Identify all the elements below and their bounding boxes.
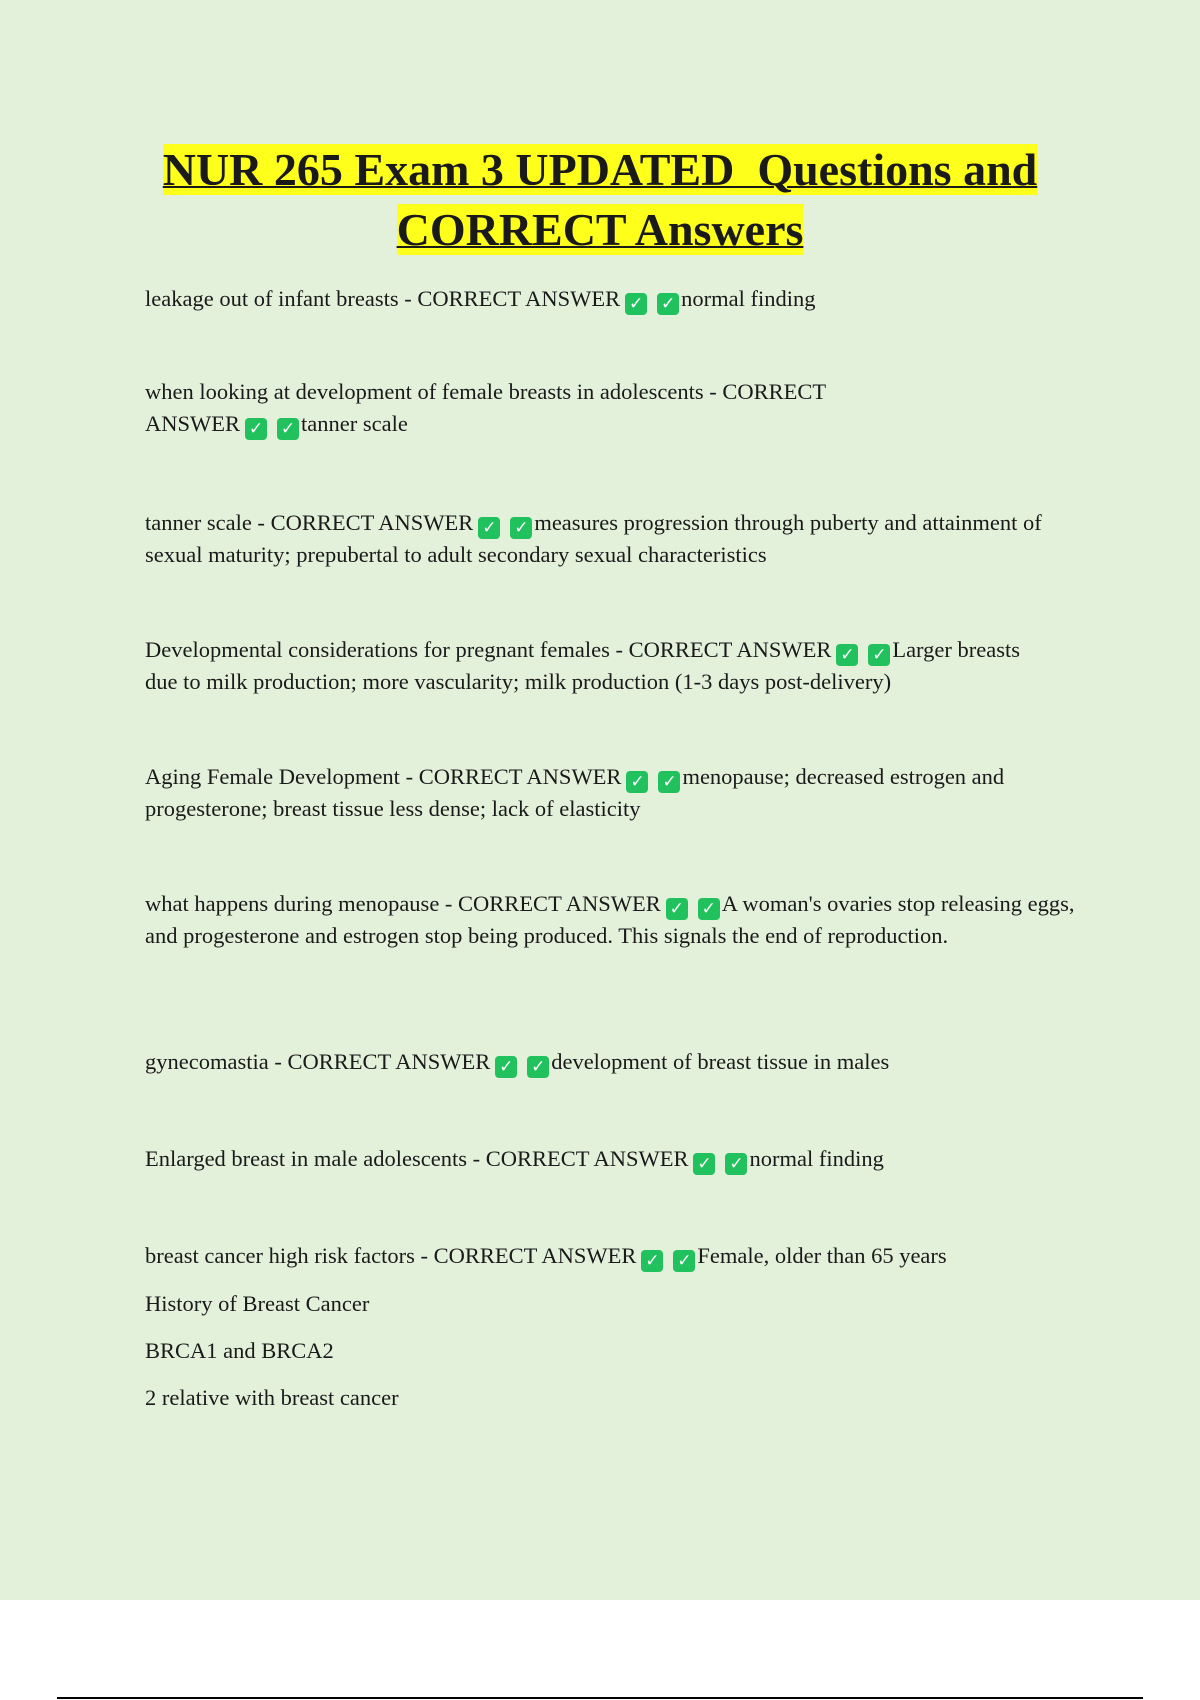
answer-text: Larger breasts due to milk production; more vascularity; milk production (1-3 days post-delivery)	[145, 637, 1020, 694]
qa-item	[145, 634, 1045, 698]
qa-item	[145, 761, 1090, 825]
check-mark-icon: ✓	[641, 1250, 663, 1272]
risk-factor-line: 2 relative with breast cancer	[145, 1385, 399, 1410]
answer-text: tanner scale	[301, 411, 408, 436]
footer-divider	[57, 1697, 1143, 1699]
answer-marker: CORRECT ANSWER	[458, 891, 661, 916]
question-text: leakage out of infant breasts -	[145, 286, 418, 311]
question-text: breast cancer high risk factors -	[145, 1243, 434, 1268]
risk-factor-line: BRCA1 and BRCA2	[145, 1338, 334, 1363]
answer-text: normal finding	[749, 1146, 884, 1171]
qa-item	[145, 376, 885, 440]
check-mark-icon: ✓	[625, 293, 647, 315]
check-mark-icon: ✓	[478, 517, 500, 539]
qa-item	[145, 1143, 1090, 1175]
answer-marker: CORRECT ANSWER	[287, 1049, 491, 1074]
check-mark-icon: ✓	[693, 1153, 715, 1175]
answer-text: A woman's ovaries stop releasing eggs, and progesterone and estrogen stop being produced. This signals the end of reproduction.	[145, 891, 1075, 948]
title-line-2: CORRECT Answers	[396, 204, 804, 255]
question-text: Aging Female Development -	[145, 764, 419, 789]
check-mark-icon: ✓	[510, 517, 532, 539]
check-mark-icon: ✓	[673, 1250, 695, 1272]
check-mark-icon: ✓	[698, 898, 720, 920]
qa-item	[145, 1240, 1090, 1272]
question-text: tanner scale -	[145, 510, 271, 535]
answer-marker: CORRECT ANSWER	[417, 286, 621, 311]
question-text: when looking at development of female breasts in adolescents -	[145, 379, 723, 404]
answer-text: menopause; decreased estrogen and progesterone; breast tissue less dense; lack of elasticity	[145, 764, 1005, 821]
question-text: what happens during menopause -	[145, 891, 459, 916]
answer-marker: CORRECT ANSWER	[628, 637, 832, 662]
answer-text: normal finding	[681, 286, 816, 311]
qa-item	[145, 1046, 1090, 1078]
risk-factor-line: History of Breast Cancer	[145, 1291, 370, 1316]
answer-text: measures progression through puberty and attainment of sexual maturity; prepubertal to adult secondary sexual characteristics	[145, 510, 1042, 567]
document-title	[0, 140, 1200, 260]
answer-text: development of breast tissue in males	[551, 1049, 890, 1074]
qa-item	[145, 507, 1090, 571]
title-line-1: NUR 265 Exam 3 UPDATED Questions and	[162, 144, 1038, 195]
question-text: Enlarged breast in male adolescents -	[145, 1146, 486, 1171]
check-mark-icon: ✓	[657, 293, 679, 315]
answer-marker: CORRECT ANSWER	[145, 379, 826, 436]
check-mark-icon: ✓	[868, 644, 890, 666]
answer-text: Female, older than 65 years	[697, 1243, 947, 1268]
answer-marker: CORRECT ANSWER	[433, 1243, 637, 1268]
check-mark-icon: ✓	[626, 771, 648, 793]
check-mark-icon: ✓	[725, 1153, 747, 1175]
check-mark-icon: ✓	[495, 1056, 517, 1078]
qa-item	[145, 283, 1090, 315]
check-mark-icon: ✓	[658, 771, 680, 793]
check-mark-icon: ✓	[666, 898, 688, 920]
answer-marker: CORRECT ANSWER	[418, 764, 622, 789]
question-text: Developmental considerations for pregnant females -	[145, 637, 629, 662]
check-mark-icon: ✓	[527, 1056, 549, 1078]
check-mark-icon: ✓	[836, 644, 858, 666]
check-mark-icon: ✓	[245, 418, 267, 440]
check-mark-icon: ✓	[277, 418, 299, 440]
question-text: gynecomastia -	[145, 1049, 288, 1074]
answer-marker: CORRECT ANSWER	[270, 510, 474, 535]
answer-marker: CORRECT ANSWER	[485, 1146, 689, 1171]
qa-item	[145, 888, 1075, 952]
